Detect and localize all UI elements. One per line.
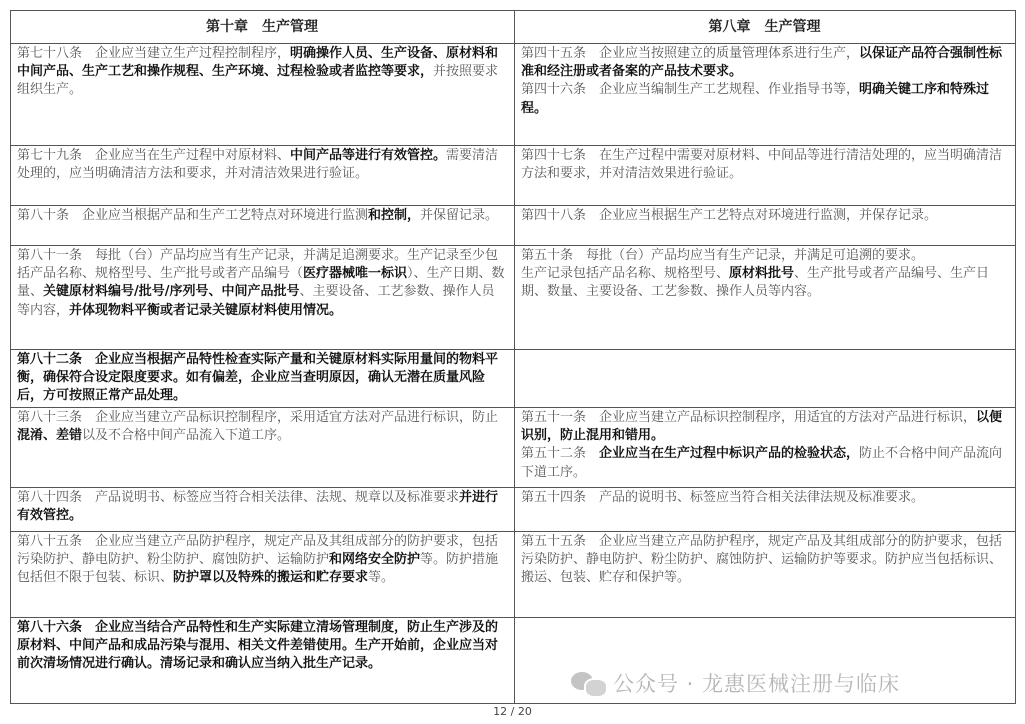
bold-text-run: 并进行有效管控。	[17, 490, 499, 524]
article-paragraph	[521, 265, 1008, 301]
text-run: 第八十条 企业应当根据产品和生产工艺特点对环境进行监测	[17, 208, 369, 223]
table-row	[11, 146, 1016, 206]
bold-text-run: 明确操作人员、生产设备、原材料和中间产品、生产工艺和操作规程、生产环境、过程检验或者监控等要求，	[17, 46, 499, 80]
bold-text-run: 关键原材料编号/批号/序列号、中间产品批号	[43, 284, 300, 300]
new-article-cell	[11, 206, 515, 246]
bold-text-run: 第八十六条 企业应当结合产品特性和生产实际建立清场管理制度，防止生产涉及的原材料、中间产品和成品污染与混用、相关文件差错使用。生产开始前，企业应当对前次清场情况进行确认。清场记录和确认应当纳入批生产记录。	[17, 620, 499, 672]
old-article-cell	[515, 408, 1016, 488]
text-run: 第八十三条 企业应当建立产品标识控制程序，采用适宜方法对产品进行标识，防止	[17, 410, 499, 425]
table-row	[11, 408, 1016, 488]
text-run: 生产记录包括产品名称、规格型号、	[521, 266, 730, 282]
table-row	[11, 532, 1016, 618]
new-article-cell	[11, 488, 515, 532]
old-article-cell	[515, 206, 1016, 246]
text-run: 第四十五条 企业应当按照建立的质量管理体系进行生产，	[521, 46, 860, 61]
header-old-chapter: 第八章 生产管理	[515, 11, 1016, 44]
article-paragraph	[17, 351, 507, 406]
article-paragraph	[17, 147, 507, 183]
article-paragraph	[521, 45, 1008, 81]
text-run: 第七十九条 企业应当在生产过程中对原材料、	[17, 148, 291, 163]
bold-text-run: 并体现物料平衡或者记录关键原材料使用情况。	[69, 302, 343, 318]
text-run: 第五十五条 企业应当建立产品防护程序，规定产品及其组成部分的防护要求，包括污染防护、静电防护、粉尘防护、腐蚀防护、运输防护等要求。防护应当包括标识、搬运、包装、贮存和保护等。	[521, 534, 1003, 586]
text-run: 第五十四条 产品的说明书、标签应当符合相关法律法规及标准要求。	[521, 490, 925, 505]
table-header-row	[11, 11, 1016, 44]
table-row	[11, 350, 1016, 408]
table-body	[11, 44, 1016, 704]
article-paragraph	[17, 533, 507, 588]
text-run: 第五十二条	[521, 446, 600, 462]
text-run: 需要清洁处理的，应当明确清洁方法和要求，并对清洁效果进行验证。	[17, 148, 499, 182]
new-article-cell	[11, 408, 515, 488]
new-article-cell	[11, 618, 515, 704]
article-paragraph	[17, 45, 507, 100]
bold-text-run: 明确关键工序和特殊过程。	[521, 82, 990, 116]
text-run: 第七十八条 企业应当建立生产过程控制程序，	[17, 46, 291, 61]
text-run: 等。	[368, 570, 395, 586]
text-run: 第四十六条 企业应当编制生产工艺规程、作业指导书等，	[521, 82, 860, 98]
table-row	[11, 206, 1016, 246]
watermark-text: 公众号 · 龙惠医械注册与临床	[613, 672, 901, 696]
bold-text-run: 第八十二条 企业应当根据产品特性检查实际产量和关键原材料实际用量间的物料平衡，确保符合设定限度要求。如有偏差，企业应当查明原因，确认无潜在质量风险后，方可按照正常产品处理。	[17, 352, 499, 404]
text-run: 并保留记录。	[420, 208, 499, 223]
old-article-cell	[515, 532, 1016, 618]
comparison-table	[10, 10, 1016, 704]
article-paragraph	[17, 207, 507, 225]
article-paragraph	[521, 409, 1008, 445]
table-row	[11, 488, 1016, 532]
bold-text-run: 医疗器械唯一标识	[303, 266, 408, 282]
bold-text-run: 和网络安全防护	[329, 552, 421, 568]
table-row	[11, 246, 1016, 350]
new-article-cell	[11, 350, 515, 408]
article-paragraph	[521, 247, 1008, 265]
article-paragraph	[17, 409, 507, 445]
text-run: 第八十四条 产品说明书、标签应当符合相关法律、法规、规章以及标准要求	[17, 490, 460, 505]
text-run: 第八十五条 企业应当建立产品防护程序，规定产品及其组成部分的防护要求，包括污染防护、静电防护、粉尘防护、腐蚀防护、运输防护	[17, 534, 499, 568]
text-run: 第四十七条 在生产过程中需要对原材料、中间品等进行清洁处理的，应当明确清洁方法和要求，并对清洁效果进行验证。	[521, 148, 1003, 182]
article-paragraph	[521, 207, 1008, 225]
wechat-icon	[571, 670, 605, 696]
article-paragraph	[521, 533, 1008, 588]
text-run: 第五十条 每批（台）产品均应当有生产记录，并满足可追溯的要求。	[521, 248, 925, 263]
bold-text-run: 防护罩以及特殊的搬运和贮存要求	[173, 570, 369, 586]
old-article-cell	[515, 246, 1016, 350]
article-paragraph	[521, 81, 1008, 117]
new-article-cell	[11, 44, 515, 146]
bold-text-run: 原材料批号	[729, 266, 795, 282]
table-row	[11, 44, 1016, 146]
text-run: ）、生产日期、数量、	[17, 266, 505, 300]
article-paragraph	[521, 445, 1008, 481]
document-page	[10, 10, 1015, 704]
article-paragraph	[17, 489, 507, 525]
text-run: 、生产批号或者产品编号、生产日期、数量、主要设备、工艺参数、操作人员等内容。	[521, 266, 990, 300]
header-new-chapter: 第十章 生产管理	[11, 11, 515, 44]
bold-text-run: 以便识别，防止混用和错用。	[521, 410, 1003, 444]
bold-text-run: 混淆、差错	[17, 428, 83, 444]
article-paragraph	[17, 247, 507, 320]
old-article-cell	[515, 488, 1016, 532]
new-article-cell	[11, 146, 515, 206]
new-article-cell	[11, 246, 515, 350]
text-run: 防止不合格中间产品流向下道工序。	[521, 446, 1003, 480]
article-paragraph	[521, 147, 1008, 183]
page-number: 12 / 20	[493, 705, 532, 718]
text-run: 、主要设备、工艺参数、操作人员等内容，	[17, 284, 495, 318]
text-run: 第五十一条 企业应当建立产品标识控制程序，用适宜的方法对产品进行标识，	[521, 410, 977, 425]
old-article-cell	[515, 44, 1016, 146]
bold-text-run: 企业应当在生产过程中标识产品的检验状态，	[599, 446, 860, 462]
text-run: 并按照要求组织生产。	[17, 64, 499, 98]
text-run: 第四十八条 企业应当根据生产工艺特点对环境进行监测，并保存记录。	[521, 208, 938, 223]
old-article-cell	[515, 146, 1016, 206]
text-run: 以及不合格中间产品流入下道工序。	[82, 428, 291, 444]
article-paragraph	[17, 619, 507, 674]
article-paragraph	[521, 489, 1008, 507]
new-article-cell	[11, 532, 515, 618]
bold-text-run: 和控制，	[368, 208, 421, 223]
text-run: 第八十一条 每批（台）产品均应当有生产记录，并满足追溯要求。生产记录至少包括产品名称、规格型号、生产批号或者产品编号（	[17, 248, 499, 282]
old-article-cell	[515, 350, 1016, 408]
bold-text-run: 中间产品等进行有效管控。	[290, 148, 447, 163]
text-run: 等。防护措施包括但不限于包装、标识、	[17, 552, 499, 586]
watermark	[571, 668, 900, 698]
bold-text-run: 以保证产品符合强制性标准和经注册或者备案的产品技术要求。	[521, 46, 1003, 80]
